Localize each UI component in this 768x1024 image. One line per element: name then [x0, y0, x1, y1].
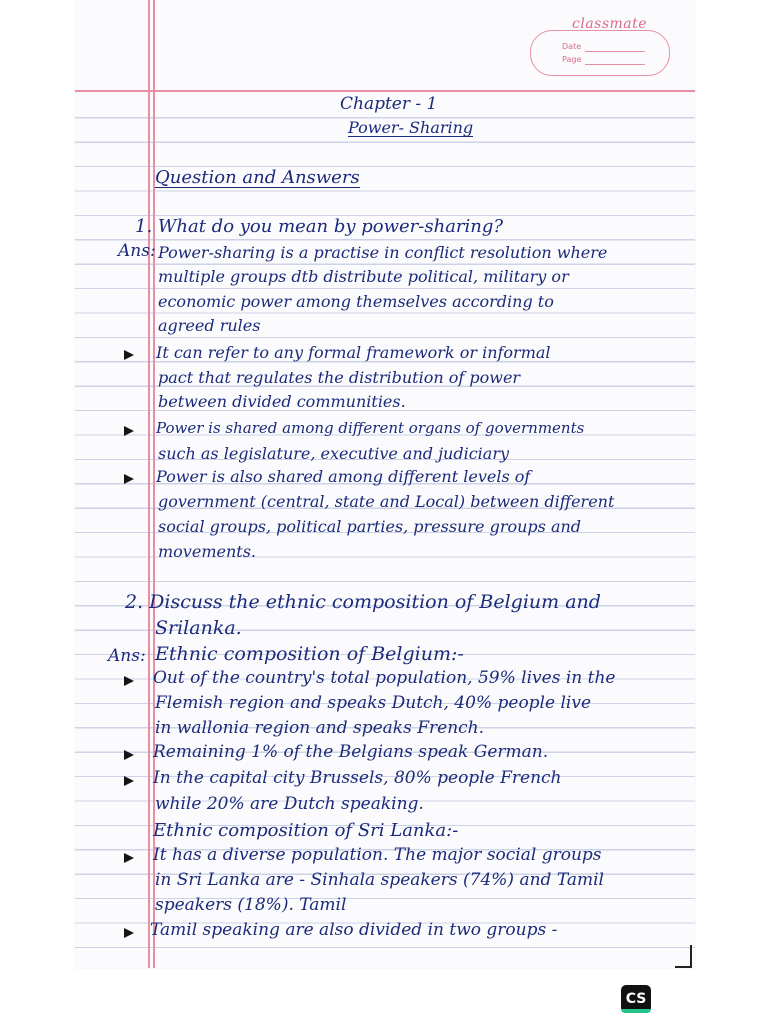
chapter-title: Chapter - 1 — [340, 94, 438, 114]
question-1: 1. What do you mean by power-sharing? — [135, 216, 504, 237]
srilanka-heading: Ethnic composition of Sri Lanka:- — [153, 820, 459, 841]
end-mark-vertical — [690, 945, 692, 967]
page-label: Page — [562, 55, 582, 64]
q1-bullet-1-line: pact that regulates the distribution of power — [158, 368, 521, 387]
answer-label-2: Ans: — [108, 646, 146, 666]
camscanner-logo-icon: CS — [621, 985, 651, 1013]
srilanka-bullet-1-line: in Sri Lanka are - Sinhala speakers (74%) and Tamil — [155, 870, 604, 890]
q1-bullet-3-line: movements. — [158, 542, 256, 561]
q1-bullet-3-line: government (central, state and Local) between different — [158, 492, 615, 511]
bullet-arrow-icon — [124, 776, 134, 786]
belgium-bullet-1-line: in wallonia region and speaks French. — [155, 718, 485, 738]
belgium-bullet-3-line: In the capital city Brussels, 80% people French — [153, 768, 562, 788]
camscanner-logo-accent — [621, 1009, 651, 1013]
section-heading: Question and Answers — [155, 167, 360, 188]
page-line — [585, 64, 645, 65]
q1-bullet-1-line: It can refer to any formal framework or informal — [156, 343, 551, 362]
srilanka-bullet-1-line: speakers (18%). Tamil — [155, 895, 347, 915]
date-label: Date — [562, 42, 582, 51]
srilanka-bullet-1-line: It has a diverse population. The major social groups — [153, 845, 602, 865]
belgium-bullet-3-line: while 20% are Dutch speaking. — [155, 794, 424, 814]
bullet-arrow-icon — [124, 676, 134, 686]
left-margin-line — [148, 0, 150, 968]
answer-1-line: multiple groups dtb distribute political, military or — [158, 267, 569, 286]
bullet-arrow-icon — [124, 474, 134, 484]
date-line — [585, 51, 645, 52]
answer-1-line: agreed rules — [158, 316, 261, 335]
q1-bullet-3-line: social groups, political parties, pressure groups and — [158, 517, 582, 536]
srilanka-bullet-2: Tamil speaking are also divided in two groups - — [150, 920, 558, 940]
notebook-brand-logo: classmate — [572, 16, 648, 32]
answer-1-line: Power-sharing is a practise in conflict resolution where — [158, 243, 608, 262]
belgium-heading: Ethnic composition of Belgium:- — [155, 643, 464, 665]
question-2-line: 2. Discuss the ethnic composition of Belgium and — [125, 591, 601, 613]
chapter-topic: Power- Sharing — [348, 118, 474, 137]
bullet-arrow-icon — [124, 928, 134, 938]
belgium-bullet-1-line: Flemish region and speaks Dutch, 40% people live — [155, 693, 591, 713]
belgium-bullet-2: Remaining 1% of the Belgians speak German. — [153, 742, 549, 762]
end-mark-horizontal — [675, 966, 692, 968]
q1-bullet-2-line: such as legislature, executive and judiciary — [158, 444, 510, 463]
question-2-line: Srilanka. — [155, 617, 242, 639]
bullet-arrow-icon — [124, 750, 134, 760]
q1-bullet-2-line: Power is shared among different organs of governments — [156, 419, 585, 437]
q1-bullet-3-line: Power is also shared among different levels of — [156, 467, 531, 486]
bullet-arrow-icon — [124, 853, 134, 863]
answer-1-line: economic power among themselves according to — [158, 292, 554, 311]
q1-bullet-1-line: between divided communities. — [158, 392, 406, 411]
bullet-arrow-icon — [124, 350, 134, 360]
top-margin-rule — [75, 90, 695, 92]
bullet-arrow-icon — [124, 426, 134, 436]
belgium-bullet-1-line: Out of the country's total population, 59% lives in the — [153, 668, 616, 688]
notebook-brand-box — [530, 30, 670, 76]
answer-label-1: Ans: — [118, 241, 156, 261]
